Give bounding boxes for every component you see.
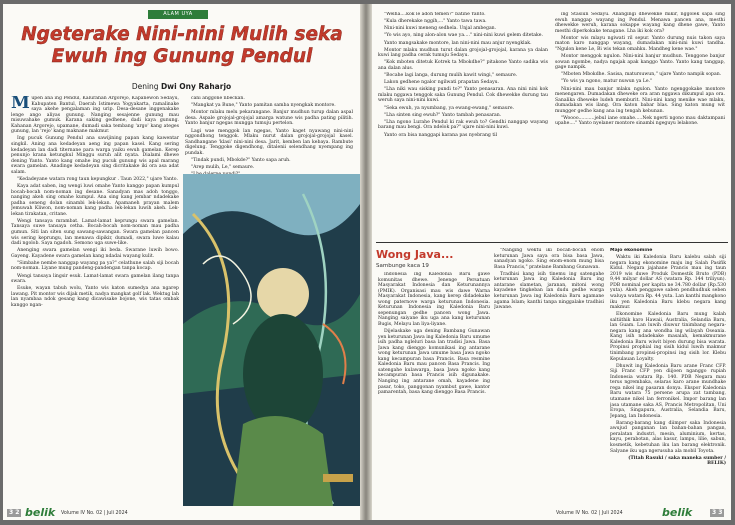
- paragraph: "Mboten Mbokdhe. Sasisa, matursuwun," ujare Yanto nampik sopan.: [561, 72, 722, 78]
- paragraph: Nini-nini kuwi meneng sedhela. Unjal ambegan.: [384, 26, 497, 32]
- paragraph: "Welha....kok le adoh temen?" batine Yanto.: [384, 12, 486, 17]
- paragraph: Montor wis mlayu ngiwati ril sepur. Yanto durung nuis takon saya maton karo nanggap wayang, dumadakan nini-nini kuwi tandha. "Ngulon kene Le, Bi wis tekan omahku. Mandheg kene wae.": [555, 35, 725, 52]
- paragraph: Barang-barang kang diimpor saka Indonesia awujud panganan lan bahan-bahan pangan, peralatan industri, mesin, aluminium, kertas, kayu, perabotan, alas kasur, lampu, lilie, sabun, kosmetik, kebetuhan iku lan barang elektronik. Salyane iku uga ngerusuha ala mobil Toyota.: [610, 420, 726, 454]
- paragraph: "Lha sinten sing ewuh?" Yanto tambah penasaran.: [384, 112, 502, 118]
- paragraph: "Bocahe lagi langa, durung mulih kawit wingi," semaure.: [384, 73, 518, 79]
- article-credit: (Titah Rasuki / saka maneka sumber / BELIK): [628, 455, 726, 467]
- book-gutter: [360, 4, 372, 520]
- paragraph: Kaya adat saben, ing wengi luwi omahe Yanto kanggo papan kumpul bocah-bocah nom-noman ing desane. Sanadyan mas adoh tonggo, nanging akeh sing omahe kumpul. Ana sing kang jembar ndadekake padha seneng dolan sinambi lek-lekan. Apamaneh prayan malem Jemuwah Kliwon, nom-noman kang padha lek-lekan luwih akeh. Lek-lekan tirakatan, critane.: [11, 183, 179, 217]
- left-footer: [3, 506, 360, 520]
- paragraph: Ing pucuk Gunung Pendul ana sawijining papan kang kawentar singkil. Aning ana kedadeyan aeng ing papan kasel. Kang sering kedadeyan lan dadi titernane para warga yaiku ewuh gamelan. Kerep penunjo krana ketungkul Minggu suruh alit nyata. Dialami dhewe dening Yanto. Yanto kang omahe ing pucuk gunung wis apal marang swara gamelan. Anadinge kedadeyan sing dicritakake iki ora asa adat salam.: [11, 136, 179, 175]
- left-page: [3, 4, 360, 520]
- paragraph: Anenging swara gamelan wengi iki beda. Swarane luwih bowo. Gayeng. Kayadene swara gamelan kang ndadai wayang kulit.: [11, 248, 179, 259]
- right-bottom-column-0: [378, 272, 490, 506]
- paragraph: "Simbahe nembe nanggap wayang pa ya?" celathune salah siji bocah nom-noman. Liyane mung pandeng-pandengan tanpa kocap.: [11, 260, 179, 272]
- right-page: [372, 4, 731, 520]
- paragraph: "Yo wis ya ngono, matur nuwun ya Le.": [561, 79, 653, 85]
- painting-svg: [183, 174, 360, 506]
- continuation-title: Wong Java...: [376, 248, 454, 261]
- paragraph: "Nanging wektu iki bocah-bocah enom keturunan Jawa saya ora bisa basa Jawa, sanadyan ngoko. Sing enom-enom mung bisa Basa Prancis," pratelane Bambang Gunawan.: [494, 248, 604, 270]
- illustration-painting: [183, 174, 360, 506]
- paragraph: Waktu iki Kaledonia Baru kalebu salah siji negara kang ekonomine maju ing Salah Pasifik Kidul. Negara jajahane Prancis mau ing taun 2019 wis duwe Produk Domestik Bruto (PDB) 9,44 milyar dollar AS (watara Rp. 144 triliyun). PDB nominal per kapita ne 34.780 dollar (Rp.530 yuta). Akeh penggawe saben pendhudhuk seben waluya watara Rp. 44 yuta. Lan kanthi mangkono iku yen Kaledonia Baru klebu negara kang makmur.: [610, 255, 726, 311]
- section-kicker: ALAM UYA: [148, 10, 208, 19]
- paragraph: Montor menggok ngulon. Nini-nini banjur mudhun. Tenggone banjur sowan ngombe, nadya ngajak apak kanggo Yanto. Yanto kang tanggap, gage nampik.: [555, 54, 725, 71]
- paragraph: Ekonomine Kaledonia Baru mung kalah saltiithik karo Hawaii, Australia, Selandia Baru, lan Guam. Lan luwih diuwur tinimbang negara-negara kang ana wondha ing wilayah Oseania. Kang isih ndadekake masalah, kemakmurane Kaledonia Baru wiwit biyen durung bisa warata. Propinsi prophial ing sisih kidul luwih makmur tinimbang propinsi-propinsi ing sisih lor. Klebu Kepulauan Loyalty.: [610, 312, 726, 362]
- paragraph: Tradhisi kang isih tinemu ing satengahe keturunan Jawa ing Kaledonia Baru ing antarane slametan, jaranan, mitoni wong kayadene tingkeban lan dudu gedhe warga keturunan Jawa ing Kaledonia Baru agamane agama Islam; kanthi tanpa ninggalake tradhisi Jawane.: [494, 271, 604, 311]
- paragraph: Mupen ana ing Pendul, Kalurahan Argorejo, Kapanewon Sedayu, Kabupaten Bantul, Daerah Istimewa Yogyakarta, ramalinake saya akehe pengalaman ing urip. Desa-desane inggenakake lenge ango aliyas gunung. Nanging sesajenne gunung mau misuwahake gumuk. Karana saking gedhene, dadi kaya gunung. Kahanan Argorejo, upamane, dumadi saka tembang 'argo' kang ateges gunung, lan 'rejo' kang maknane makmur.: [11, 96, 179, 135]
- right-brand-logo: belik: [662, 506, 693, 519]
- right-top-column-1: [378, 12, 548, 240]
- paragraph: Esuke, wayan tabuh wolu, Yanto wis katon sumedya ana ngarep lawang. Pit montor wis dijak metik, nadya mangkat golf lak. Wektug lah lan nyambaa ndok gesang kang dicawisake bojone, wis tatas ombak kanggo ngan-: [11, 286, 179, 308]
- paragraph: cani anggone nbeckan.: [191, 96, 245, 101]
- subhead: Majo ekonomine: [610, 248, 653, 253]
- paragraph: Dijelaskake uga dening Bambang Gunawan yen keturunan Jawa ing Kaledonia Baru umume isih padha ngleluri basa lan tradisi Jawa. Basa Jawa kang dienggo komunikasi ing antarane wong keturunan Jawa umume basa Jawa ngoko kang kecampuran basa Prancis. Basa resmine Kaledonia Baru mau pancen Basa Prancis. Ing satengahe kulawarga, basa Jawa ngoko kang kecampuran basa Prancis isih digunakake. Nanging ing antarane omah, kayadene ing pasar, toko, panggonan nyambut gawe, kantor pamarentah, basa kang dienggo Basa Prancis.: [378, 329, 490, 396]
- drop-cap: M: [11, 96, 30, 113]
- section-divider: [376, 242, 728, 243]
- continuation-note: Sambunge kaca 19: [376, 263, 429, 269]
- right-bottom-column-2: [610, 248, 726, 506]
- paragraph: "Woooo...........jebul iane omahe.....Nek ngerti ngono mau daktampani upahe...." Yanto nyelaner montore sinambi ngeguyu lelakone.: [555, 115, 725, 127]
- paragraph: "Kok mboten ditetuk Kotrek ta Mbokdhe?" pitakone Yanto sadika wis ana dalan alus.: [378, 60, 548, 71]
- continuation-header: [376, 248, 492, 268]
- paragraph: Lakon gedhene ngalor ngilwati prapatan Sedayu.: [384, 80, 500, 86]
- left-volume-info: Volume IV No. 02 | Juli 2024: [61, 511, 128, 516]
- paragraph: Montor mlaku melu pekarangane. Banjur mudhun turup dalan aspal desa. Aspale grojojal-grojojal amarga watune wis padha pating pilitih. Yanto banjur ngegas mungga tumuju pertelon.: [185, 110, 353, 127]
- byline-prefix: Dening: [131, 82, 159, 91]
- paragraph: Yanto ora bisa nanggapi karana pas nyebrang til: [384, 132, 498, 138]
- paragraph: Indonesia ing Kaledonia Baru gawe komunitas dhewe. Jenenge Persatuan Masyarakat Indonesia dan Keturunannya (PMIK). Organisasi mau wis dawe Warna Masyarakat Indonesia, kang kerep didadekake wong paternove warga keturunan Indonesia. Keturunan Indonesia ing Kaledonia Baru sepenungan gedhe pancen wong Jawa. Nanging saiyane iku uga ana kang keturunan Bugis, Melayu lan liya-liyane.: [378, 272, 490, 327]
- byline-author: Dwi Ony Raharjo: [160, 82, 232, 91]
- right-volume-info: Volume IV No. 02 | Juli 2024: [556, 511, 623, 516]
- right-top-column-2: [555, 12, 725, 240]
- paragraph: "Kula dherekake nggih,..." Yanto tawa tawa.: [384, 19, 487, 25]
- paragraph: Lagi wae menggok lan ngegas, Yanto kaget nyawang nini-nini nggondhong tenggok. Mlaku nurut dalan grojojal-grojojal kasel. Sandhangane 'klasi' nini-nini desa. Jarit, kemben lan kebaya. Rambute digelung. Tenggoke digendhong, ditalenii selendhang nyempang ing pundak.: [185, 128, 353, 156]
- paragraph: Montor mlaku mudhun turut dalan grojojal-grojojal, karana ya dalan kuwi lang padha cerak tumuju Sedayu.: [378, 47, 548, 59]
- left-brand-logo: belik: [25, 506, 56, 519]
- left-column-1: [11, 96, 179, 512]
- paragraph: "Mangkat ya Bune," Yanto pamitan samba nyengkak montore.: [191, 103, 336, 109]
- paragraph: "Lha ngono Lurahe Pendul ki rak ewuh to? Gendhi nanggap wayang barang mau bengi. Ora ndelok pa?" ujare nini-nini kuwi.: [378, 119, 548, 131]
- left-page-number: 3 2: [9, 509, 20, 516]
- paragraph: "Kedadeyane watara rong taun kepungkur . Taun 2022," ujare Yanto.: [17, 176, 178, 182]
- paragraph: "Seka ewuh, ya nyumbang, ya ewang-ewang," semaure.: [384, 105, 515, 111]
- right-bottom-column-1: [494, 248, 604, 506]
- paragraph: "Yo wis ayo, ning alon-alon wae ya...." nini-nini kuwi gelem ditetake.: [384, 33, 543, 39]
- paragraph: "Lha niki wau sisking pundi to?" Yanto penasaran. Ana nini nini kok mlaku nggawa tenggok saka Gunung Pendul. Cok dhewekke durung tau weruh saya nini-nini kuwi.: [378, 87, 548, 104]
- paragraph: Nini-nini mau banjur mlaku ngulon. Yanto ngenggokake montore menengaren. Dumadakan dheweke ora aran nggawa dikumpul apa ora. Sanalika dheweke ludeh memburit. Nini-nini kang menike wae mlaku, dumadakan wis ilang. Ora katon babar blas. Sing katon mung wit mungger gedhe kang ana ing tengah kebunan.: [555, 86, 725, 114]
- right-footer: [372, 506, 731, 520]
- right-page-number: 3 3: [712, 509, 723, 516]
- paragraph: "Arep mulih, Le," semaure.: [191, 164, 255, 170]
- byline: [3, 82, 360, 91]
- paragraph: Dhuwit ing Kaledonia Baru arane Franc CFP. Siji Franc CFP yen diijoen nganggo rupiah Indonesia watara Rp. 140. PDB Negara mau terus ngrembaka, selaras karo arane mundhake rega nikel ing pasaran donya. Ekspor Kaledonia Baru watara 75 persene arupa zat tambang, utamane nikel lan ferronikel. Impor barang lan jasa utamane saka AS, Prancis Metropolitan, Uni Eropa, Singapura, Australia, Selandia Baru, Jepang, lan Indonesia.: [610, 363, 726, 419]
- paragraph: Wengi tansaya mrambat. Lamat-lamat keprungu swara gamelan. Tansaya suwe tansaya cetha. Bocah-bocah nom-noman mau padha gumun. Siti lan siten sung sawang-sawangan. Swara gamelan pancen wis sering keprungu, lan menawa dipikir, dumadi, swara luwe kalau dadi ngolob. Saya ngadoh. Semono uga suwe-like.: [11, 218, 179, 247]
- article-title: Ngeterake Nini-nini Mulih seka Ewuh ing Gunung Pendul: [21, 24, 343, 67]
- paragraph: Yanto mangsakake montore, lan nini-nini mau anjur nyengklak.: [384, 40, 532, 46]
- paragraph: "Tindak pundi, Mbokde?" Yanto sapa aruh.: [191, 157, 291, 163]
- paragraph: ing Stasiun Sedayu. Anangingi dhewekke mikir, nggolek sapa sing ewuh nanggap wayang ing Pendul. Menawa pancen ana, mesthi dhewekke weruh, karana sokappe wayang kang dhene gawe, Yanto mesthi diperkokake tenagane. Lha iki kok ora?: [555, 12, 725, 34]
- paragraph: Wengi tansaya lingsir esuk. Lamat-lamat swara gamelan ilang tanpa swara.: [11, 273, 179, 285]
